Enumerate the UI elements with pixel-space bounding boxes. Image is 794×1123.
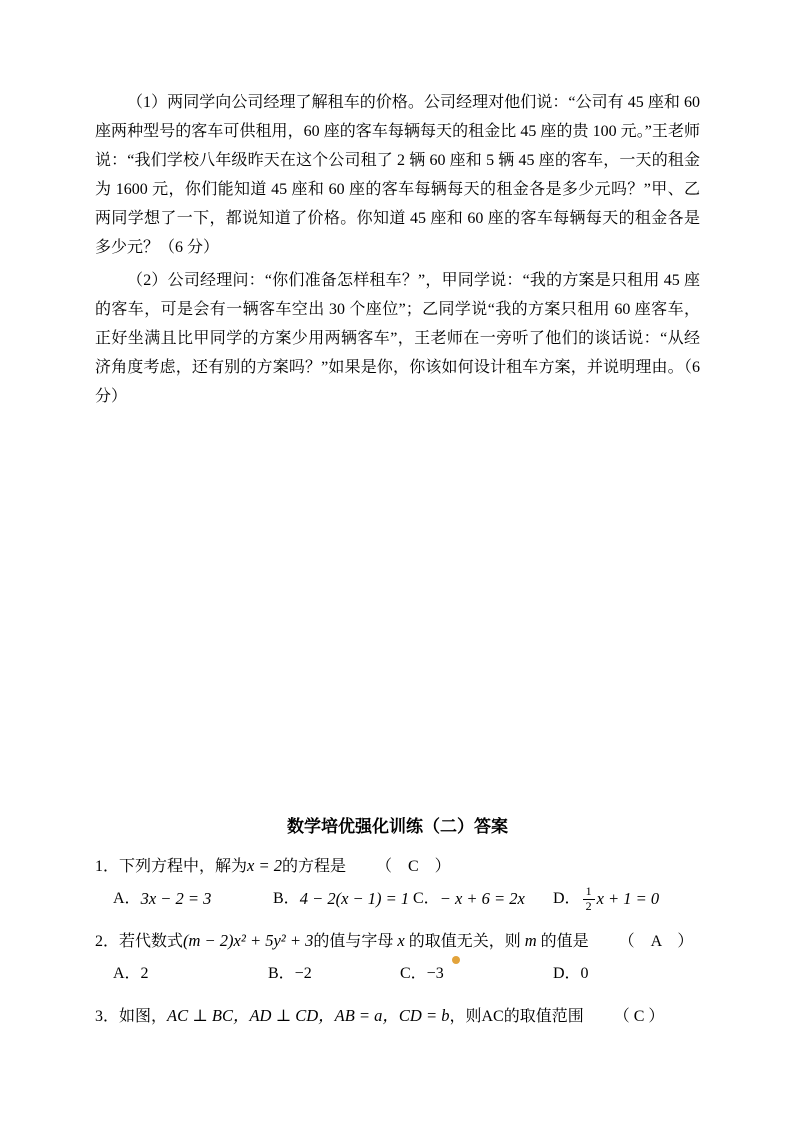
- q2-option-a: [113, 959, 268, 989]
- q2-answer: （ A ）: [618, 933, 694, 950]
- q1-stem-prefix: 1．下列方程中，解为: [95, 858, 248, 875]
- q2-stem-math: (m − 2)x² + 5y² + 3: [183, 931, 314, 950]
- q1-options: [95, 884, 700, 914]
- stray-mark-dot: [452, 956, 460, 964]
- q3-stem: [95, 1001, 700, 1032]
- q1-option-b-label: B．: [273, 890, 300, 907]
- q1-option-d-expr: x + 1 = 0: [596, 889, 660, 908]
- q1-option-b: [273, 884, 413, 914]
- q2-stem-mid1: 的值与字母: [313, 933, 394, 950]
- q1-option-c-expr: − x + 6 = 2x: [439, 889, 525, 908]
- q2-option-c-text: C．−3: [400, 965, 444, 982]
- q1-stem-suffix: 的方程是: [281, 858, 346, 875]
- q1-option-c-label: C．: [413, 890, 440, 907]
- q1-stem: [95, 851, 700, 882]
- q2-stem: [95, 926, 700, 957]
- q3-stem-mid2: 的取值范围: [503, 1008, 584, 1025]
- q3-stem-math: AC ⊥ BC，AD ⊥ CD，AB = a，CD = b: [167, 1006, 450, 1025]
- q2-option-b: [268, 959, 400, 989]
- problem-block: [95, 88, 700, 415]
- q3-stem-mid1: ，则: [449, 1008, 482, 1025]
- q1-option-b-expr: 4 − 2(x − 1) = 1: [299, 889, 410, 908]
- answers-heading: 数学培优强化训练（二）答案: [287, 817, 508, 836]
- q2-option-c: [400, 959, 553, 989]
- problem-part-2: （2）公司经理问：“你们准备怎样租车？”，甲同学说：“我的方案是只租用 45 座的客车，可是会有一辆客车空出 30 个座位”；乙同学说“我的方案只租用 60 座客车，正好坐满且比甲同学的方案少用两辆客车”，王老师在一旁听了他们的谈话说：“从经济角度考虑，还有别的方案吗？”如果是你，你该如何设计租车方案，并说明理由。（6 分）: [95, 272, 700, 405]
- q1-option-d-numerator: 1: [583, 885, 595, 900]
- answers-section: [95, 812, 700, 1032]
- q3-answer: （ C ）: [613, 1008, 665, 1025]
- q2-option-a-text: A．2: [113, 965, 149, 982]
- q2-option-b-text: B．−2: [268, 965, 312, 982]
- q1-option-a: [113, 884, 273, 914]
- q1-option-d-label: D．: [553, 890, 581, 907]
- q1-option-d: [553, 884, 659, 914]
- q2-stem-mid2: 的取值无关，则: [408, 933, 521, 950]
- q1-option-d-denominator: 2: [585, 898, 592, 913]
- q2-option-d: [553, 959, 589, 989]
- q2-var-m: m: [524, 931, 537, 950]
- q2-stem-prefix: 2．若代数式: [95, 933, 184, 950]
- q2-options: [95, 959, 700, 989]
- q1-answer: （ C ）: [376, 858, 451, 875]
- q2-stem-mid3: 的值是: [540, 933, 589, 950]
- q1-option-a-expr: 3x − 2 = 3: [140, 889, 212, 908]
- problem-part-1: （1）两同学向公司经理了解租车的价格。公司经理对他们说：“公司有 45 座和 60 座两种型号的客车可供租用，60 座的客车每辆每天的租金比 45 座的贵 100 元。”王老师说：“我们学校八年级昨天在这个公司租了 2 辆 60 座和 5 辆 45 座的客车，一天的租金为 1600 元，你们能知道 45 座和 60 座的客车每辆每天的租金各是多少元吗？”甲、乙两同学想了一下，都说知道了价格。你知道 45 座和 60 座的客车每辆每天的租金各是多少元？（6 分）: [95, 94, 700, 256]
- question-1: [95, 851, 700, 914]
- question-3: [95, 1001, 700, 1032]
- q1-option-c: [413, 884, 553, 914]
- q1-stem-math: x = 2: [247, 856, 282, 875]
- question-2: [95, 926, 700, 989]
- q3-stem-prefix: 3．如图，: [95, 1008, 168, 1025]
- q2-var-x: x: [397, 931, 405, 950]
- q1-option-a-label: A．: [113, 890, 141, 907]
- q2-option-d-text: D．0: [553, 965, 589, 982]
- q1-option-d-fraction: [583, 885, 595, 914]
- q3-var-ac: AC: [481, 1008, 504, 1025]
